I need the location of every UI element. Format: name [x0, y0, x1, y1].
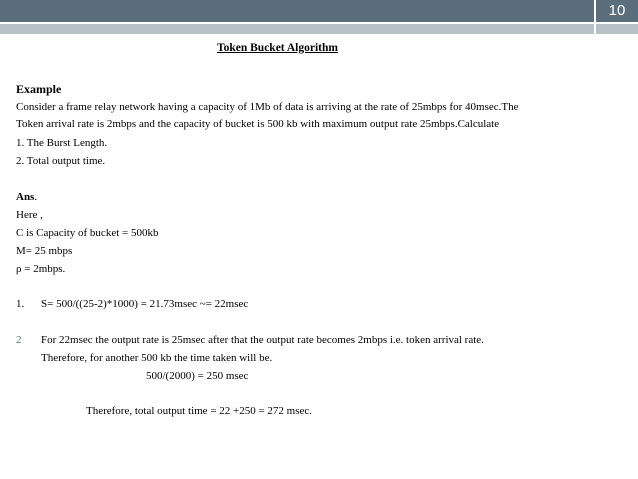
page-number-stripe — [596, 24, 638, 34]
header-stripe — [0, 24, 594, 34]
here-text: Here , — [16, 209, 43, 221]
question-1: 1. The Burst Length. — [16, 137, 108, 149]
given-rho: ρ = 2mbps. — [16, 263, 66, 275]
header-bar — [0, 0, 594, 22]
example-heading: Example — [16, 82, 62, 96]
step-2-number: 2 — [16, 334, 22, 346]
slide-title: Token Bucket Algorithm — [217, 42, 338, 54]
step-2-line-1: For 22msec the output rate is 25msec after that the output rate becomes 2mbps i.e. token arrival rate. — [41, 334, 484, 346]
step-2-line-2: Therefore, for another 500 kb the time taken will be. — [41, 352, 273, 364]
problem-line-2: Token arrival rate is 2mbps and the capacity of bucket is 500 kb with maximum output rate 25mbps.Calculate — [16, 118, 500, 130]
step-1-number: 1. — [16, 298, 25, 310]
given-c: C is Capacity of bucket = 500kb — [16, 227, 159, 239]
step-1-text: S= 500/((25-2)*1000) = 21.73msec ~= 22msec — [41, 298, 249, 310]
answer-heading — [16, 191, 37, 204]
question-2: 2. Total output time. — [16, 155, 106, 167]
page-number: 10 — [596, 0, 638, 22]
step-2-calculation: 500/(2000) = 250 msec — [146, 370, 249, 382]
answer-heading-suffix: . — [34, 191, 38, 203]
given-m: M= 25 mbps — [16, 245, 73, 257]
answer-heading-label: Ans — [16, 191, 35, 203]
conclusion: Therefore, total output time = 22 +250 = 272 msec. — [86, 405, 313, 417]
problem-line-1: Consider a frame relay network having a capacity of 1Mb of data is arriving at the rate of 25mbps for 40msec.The — [16, 101, 519, 113]
